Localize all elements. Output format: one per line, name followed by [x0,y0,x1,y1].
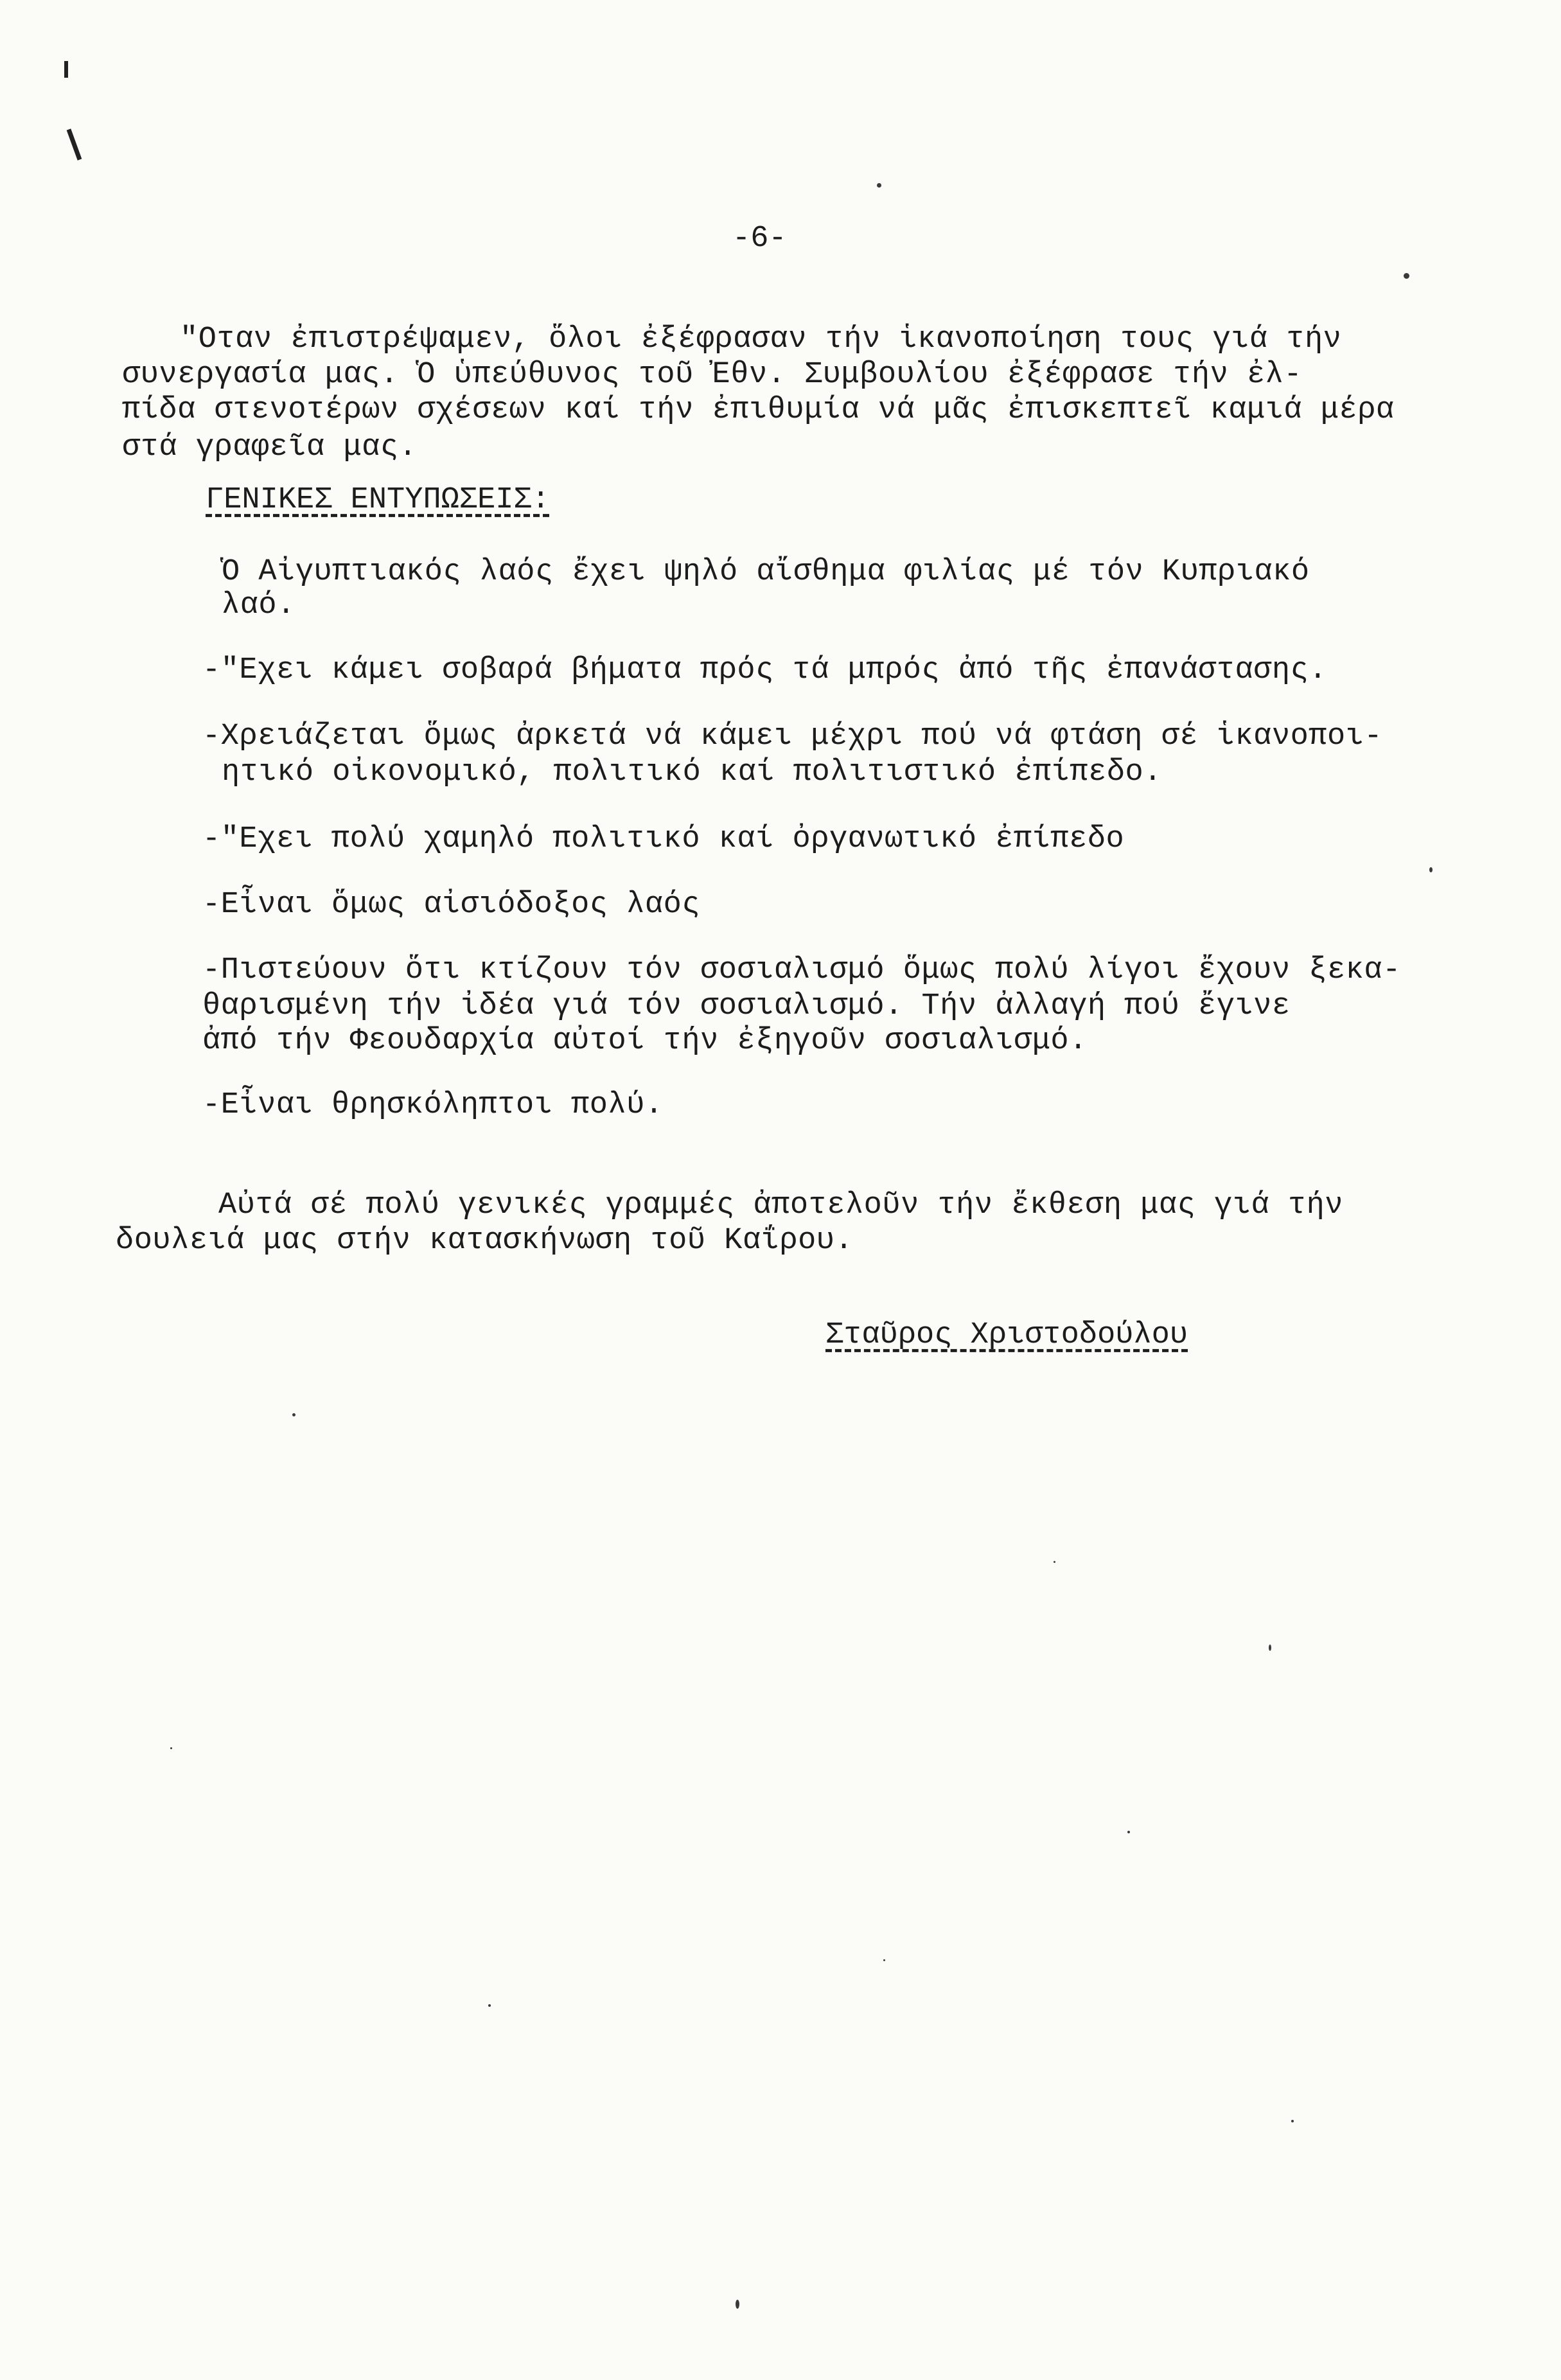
impression-line: θαρισμένη τήν ἰδέα γιά τόν σοσιαλισμό. Τήν ἀλλαγή πού ἔγινε [202,989,1291,1023]
impression-line: λαό. [222,588,295,622]
intro-line: "Οταν ἐπιστρέψαμεν, ὅλοι ἐξέφρασαν τήν ἱκανοποίηση τους γιά τήν [180,322,1342,357]
signature: Σταῦρος Χριστοδούλου [825,1318,1188,1352]
margin-ink-mark [64,61,68,78]
scan-speck [1269,1644,1271,1651]
scan-speck [883,1959,885,1961]
scan-speck [1127,1831,1130,1833]
intro-line: πίδα στενοτέρων σχέσεων καί τήν ἐπιθυμία νά μᾶς ἐπισκεπτεῖ καμιά μέρα [122,393,1395,427]
impression-line: -Χρειάζεται ὅμως ἀρκετά νά κάμει μέχρι πού νά φτάση σέ ἱκανοποι- [202,719,1383,754]
intro-line: συνεργασία μας. Ὁ ὑπεύθυνος τοῦ Ἐθν. Συμβουλίου ἐξέφρασε τήν ἐλ- [122,358,1303,392]
scan-speck [170,1747,172,1749]
impression-line: -Εἶναι θρησκόληπτοι πολύ. [202,1088,664,1122]
impression-line: -"Εχει κάμει σοβαρά βήματα πρός τά μπρός ἀπό τῆς ἐπανάστασης. [202,653,1327,687]
scan-speck [488,2004,491,2007]
scan-speck [736,2300,739,2309]
impression-line: ητικό οἰκονομικό, πολιτικό καί πολιτιστικό ἐπίπεδο. [222,755,1162,789]
intro-line: στά γραφεῖα μας. [122,430,418,464]
closing-line: Αὐτά σέ πολύ γενικές γραμμές ἀποτελοῦν τήν ἔκθεση μας γιά τήν [218,1188,1343,1222]
page-number: -6- [732,222,787,256]
scan-speck [292,1413,295,1416]
impression-line: Ὁ Αἰγυπτιακός λαός ἔχει ψηλό αἴσθημα φιλίας μέ τόν Κυπριακό [222,555,1310,589]
closing-line: δουλειά μας στήν κατασκήνωση τοῦ Καΐρου. [116,1224,854,1258]
scan-speck [1404,273,1409,279]
scan-speck [1054,1561,1055,1563]
margin-ink-mark [67,128,82,160]
section-heading: ΓΕΝΙΚΕΣ ΕΝΤΥΠΩΣΕΙΣ: [206,483,550,517]
impression-line: -Εἶναι ὅμως αἰσιόδοξος λαός [202,888,701,922]
impression-line: -Πιστεύουν ὅτι κτίζουν τόν σοσιαλισμό ὅμως πολύ λίγοι ἔχουν ξεκα- [202,953,1401,987]
scan-speck [877,183,881,188]
impression-line: -"Εχει πολύ χαμηλό πολιτικό καί ὀργανωτικό ἐπίπεδο [202,822,1125,856]
scan-speck [1429,867,1433,872]
scan-speck [1291,2120,1294,2122]
impression-line: ἀπό τήν Φεουδαρχία αὐτοί τήν ἐξηγοῦν σοσιαλισμό. [202,1024,1088,1058]
